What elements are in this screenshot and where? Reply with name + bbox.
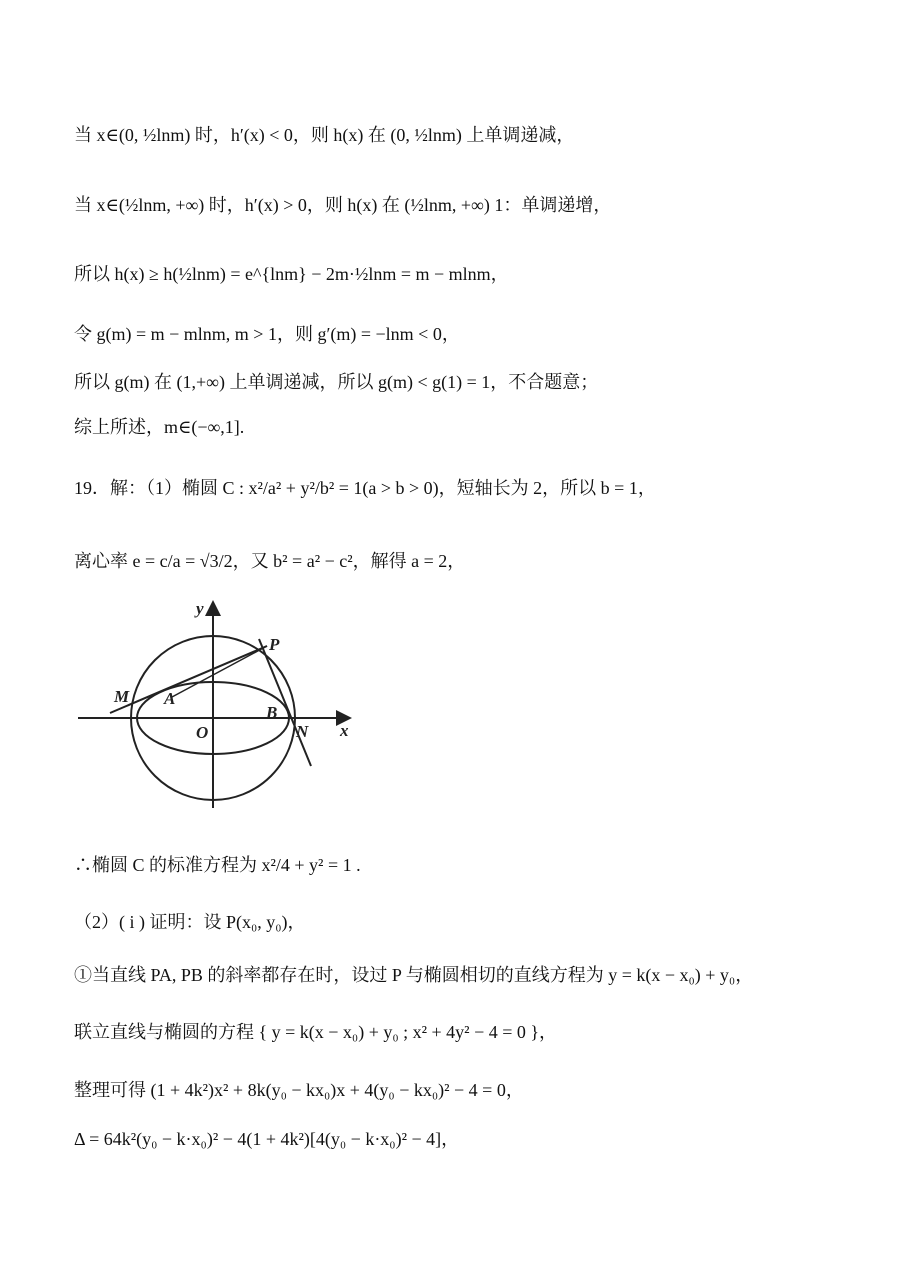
segment-pa bbox=[172, 646, 267, 697]
text-line-2: 当 x∈(½lnm, +∞) 时，h′(x) > 0，则 h(x) 在 (½lnm, +∞) 1：单调递增， bbox=[74, 195, 612, 215]
text-line-3: 所以 h(x) ≥ h(½lnm) = e^{lnm} − 2m·½lnm = m − mlnm， bbox=[74, 264, 509, 284]
text-line-10: （2）( i ) 证明：设 P(x₀, y₀)， bbox=[74, 912, 306, 932]
text-line-11: ①当直线 PA, PB 的斜率都存在时，设过 P 与椭圆相切的直线方程为 y = k(x − x₀) + y₀， bbox=[74, 965, 754, 985]
tangent-line-pa bbox=[110, 646, 267, 713]
text-line-5: 所以 g(m) 在 (1,+∞) 上单调递减，所以 g(m) < g(1) = 1，不合题意； bbox=[74, 372, 599, 392]
text-line-8: 离心率 e = c/a = √3/2，又 b² = a² − c²，解得 a = 2， bbox=[74, 551, 466, 571]
label-origin: O bbox=[196, 723, 209, 742]
text-line-1: 当 x∈(0, ½lnm) 时，h′(x) < 0，则 h(x) 在 (0, ½lnm) 上单调递减， bbox=[74, 125, 575, 145]
label-p: P bbox=[269, 635, 280, 654]
label-m: M bbox=[114, 687, 130, 706]
label-b: B bbox=[266, 703, 278, 722]
text-line-7: 19．解：（1）椭圆 C : x²/a² + y²/b² = 1(a > b > 0)，短轴长为 2，所以 b = 1， bbox=[74, 478, 656, 498]
text-line-4: 令 g(m) = m − mlnm, m > 1，则 g′(m) = −lnm < 0， bbox=[74, 324, 460, 344]
ellipse-circle-figure bbox=[74, 596, 364, 811]
label-n: N bbox=[296, 722, 309, 741]
text-line-13: 整理可得 (1 + 4k²)x² + 8k(y₀ − kx₀)x + 4(y₀ − kx₀)² − 4 = 0， bbox=[74, 1080, 524, 1100]
text-line-9: ∴椭圆 C 的标准方程为 x²/4 + y² = 1 . bbox=[74, 855, 361, 875]
text-line-14: Δ = 64k²(y₀ − k·x₀)² − 4(1 + 4k²)[4(y₀ − k·x₀)² − 4]， bbox=[74, 1129, 460, 1149]
label-a: A bbox=[164, 689, 176, 708]
text-line-12: 联立直线与椭圆的方程 { y = k(x − x₀) + y₀ ; x² + 4y² − 4 = 0 }， bbox=[74, 1022, 558, 1042]
text-line-6: 综上所述，m∈(−∞,1]. bbox=[74, 417, 245, 437]
label-x-axis: x bbox=[340, 721, 349, 740]
label-y-axis: y bbox=[196, 599, 204, 618]
